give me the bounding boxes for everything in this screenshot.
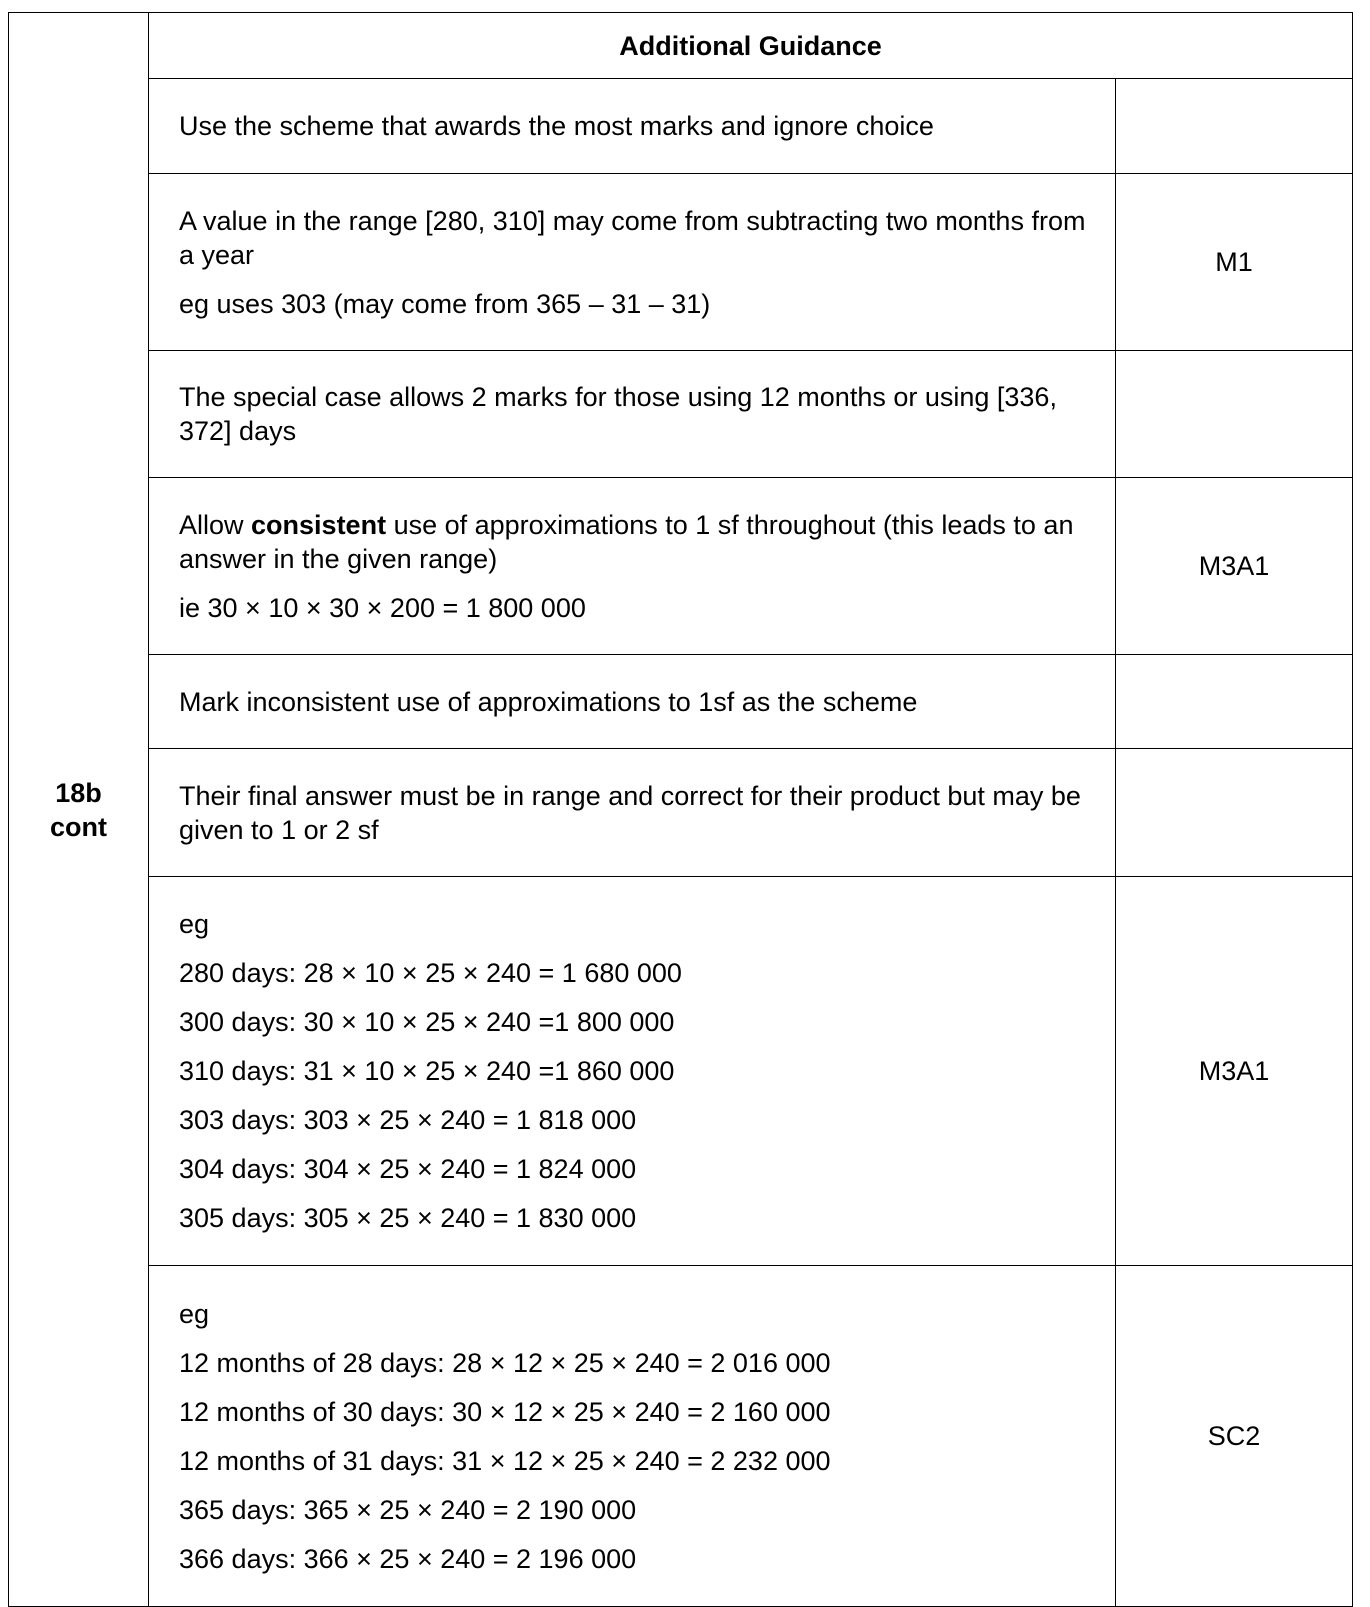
guidance-cell: [149, 1266, 1116, 1607]
guidance-cell: [149, 749, 1116, 877]
mark-cell: [1116, 749, 1353, 877]
guidance-row: [9, 655, 1353, 749]
guidance-emphasis: consistent: [251, 509, 387, 540]
guidance-text: Mark inconsistent use of approximations to 1sf as the scheme: [179, 686, 918, 717]
guidance-row: [9, 478, 1353, 655]
example-line: 12 months of 28 days: 28 × 12 × 25 × 240 = 2 016 000: [179, 1347, 831, 1378]
guidance-text: Their final answer must be in range and correct for their product but may be given to 1 or 2 sf: [179, 780, 1081, 845]
guidance-cell: [149, 351, 1116, 478]
guidance-example: ie 30 × 10 × 30 × 200 = 1 800 000: [179, 592, 586, 623]
example-label: eg: [179, 1298, 210, 1329]
question-number: 18b: [55, 777, 102, 808]
example-line: 12 months of 30 days: 30 × 12 × 25 × 240 = 2 160 000: [179, 1396, 831, 1427]
guidance-row: [9, 1266, 1353, 1607]
example-line: 303 days: 303 × 25 × 240 = 1 818 000: [179, 1105, 637, 1135]
additional-guidance-header: Additional Guidance: [149, 13, 1353, 79]
guidance-cell: [149, 655, 1116, 749]
mark-cell: [1116, 351, 1353, 478]
example-line: 365 days: 365 × 25 × 240 = 2 190 000: [179, 1494, 637, 1525]
question-number-cell: [9, 13, 149, 1607]
guidance-row: [9, 351, 1353, 478]
guidance-row: [9, 79, 1353, 174]
example-line: 280 days: 28 × 10 × 25 × 240 = 1 680 000: [179, 958, 682, 988]
guidance-row: [9, 174, 1353, 351]
mark-cell: SC2: [1116, 1266, 1353, 1607]
mark-cell: M3A1: [1116, 478, 1353, 655]
guidance-text-suffix: use of approximations to 1 sf throughout (this leads to an answer in the given range): [179, 509, 1074, 574]
guidance-cell: [149, 79, 1116, 174]
guidance-example: eg uses 303 (may come from 365 – 31 – 31): [179, 288, 711, 319]
example-line: 300 days: 30 × 10 × 25 × 240 =1 800 000: [179, 1007, 675, 1037]
guidance-text: A value in the range [280, 310] may come from subtracting two months from a year: [179, 205, 1086, 270]
guidance-row: [9, 877, 1353, 1266]
guidance-row: [9, 749, 1353, 877]
example-line: 310 days: 31 × 10 × 25 × 240 =1 860 000: [179, 1056, 675, 1086]
guidance-cell: [149, 174, 1116, 351]
mark-scheme-table: [8, 12, 1353, 1607]
mark-cell: M3A1: [1116, 877, 1353, 1266]
guidance-text: Use the scheme that awards the most marks and ignore choice: [179, 111, 934, 141]
question-continued-label: cont: [50, 811, 107, 842]
example-line: 366 days: 366 × 25 × 240 = 2 196 000: [179, 1543, 637, 1574]
mark-cell: [1116, 79, 1353, 174]
guidance-text-prefix: Allow: [179, 509, 252, 540]
example-line: 304 days: 304 × 25 × 240 = 1 824 000: [179, 1154, 637, 1184]
guidance-cell: [149, 877, 1116, 1266]
mark-cell: [1116, 655, 1353, 749]
example-line: 12 months of 31 days: 31 × 12 × 25 × 240 = 2 232 000: [179, 1445, 831, 1476]
guidance-text: The special case allows 2 marks for those using 12 months or using [336, 372] days: [179, 382, 1057, 446]
example-label: eg: [179, 909, 210, 939]
guidance-cell: [149, 478, 1116, 655]
mark-cell: M1: [1116, 174, 1353, 351]
guidance-text: [179, 508, 1101, 576]
example-line: 305 days: 305 × 25 × 240 = 1 830 000: [179, 1203, 637, 1233]
